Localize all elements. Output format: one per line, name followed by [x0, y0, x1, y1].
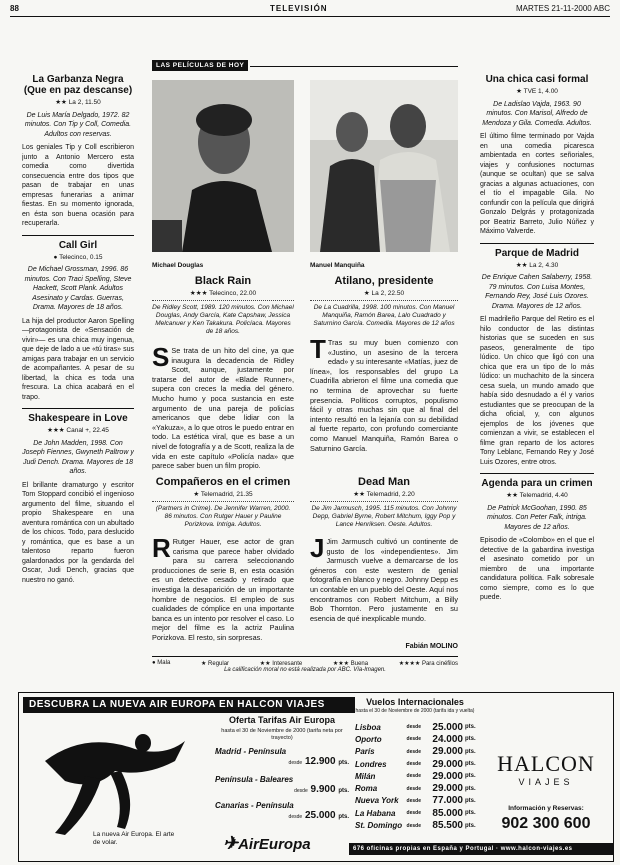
desde-label: desde [406, 748, 421, 755]
ad-footer: 676 oficinas propias en España y Portugal · www.halcon-viajes.es [349, 843, 613, 855]
desde-label: desde [288, 814, 303, 820]
halcon-logo [483, 751, 609, 787]
destination-price: 25.000 [432, 721, 463, 733]
divider [480, 243, 594, 244]
film-title: Dead Man [358, 476, 410, 488]
legend-item: ★★ Interesante [259, 661, 303, 667]
destination-city: Lisboa [355, 722, 381, 732]
section-title: TELEVISIÓN [270, 4, 328, 13]
unit-label: pts. [465, 761, 476, 768]
film-companeros-en-el-crimen [152, 476, 294, 651]
critic-signature: Fabián MOLINO [405, 643, 458, 650]
air-europa-name: AirEuropa [238, 836, 311, 853]
desde-label: desde [294, 788, 308, 794]
divider [152, 501, 294, 502]
unit-label: pts. [465, 724, 476, 731]
photo-michael-douglas [152, 80, 294, 252]
destination-row [355, 795, 485, 807]
film-title: Agenda para un crimen [481, 478, 593, 489]
legend-item: ★★★ Buena [332, 661, 369, 667]
destination-row [355, 758, 485, 770]
legend-item: ★★★★ Para cinéfilos [398, 661, 458, 667]
unit-label: pts. [465, 736, 476, 743]
publication-date: MARTES 21-11-2000 ABC [516, 4, 610, 13]
unit-label: pts. [465, 785, 476, 792]
unit-label: pts. [338, 760, 349, 766]
film-credits: De Michael Grossman, 1996. 86 minutos. Con Traci Spelling, Steve Hackett, Scott Plank. Adultos Asesinato y Cardas. Guerras, Drama. Mayores de 18 años. [24, 266, 132, 311]
offer-title: Oferta Tarifas Air Europa [228, 715, 336, 725]
review-text: Rutger Hauer, ese actor de gran carisma que parece haber olvidado para su carrera seleccionando producciones de serie B, en esta ocasión es un detective cesado y retirado que investiga la desaparición de un importante hombre de negocios. El empleo de sus cualidades de cómplice en una importante banca es un intento por resolver el caso. Lo mejor del filme es la actriz Paulina Porizkova. El resto, sin sorpresas. [152, 537, 294, 642]
desde-label: desde [406, 797, 421, 804]
right-column [480, 70, 594, 680]
review-text: Jim Jarmusch cultivó un continente de gusto de los «independientes». Jim Jarmusch vuelve a demarcarse de los géneros con este western de genial fotografía en blanco y negro. Johnny Depp es un contable en un pueblo del Oeste. Aquí nos encontramos con Robert Mitchum, a Billy Bob Thornton. Pero justamente en su esencia de qué inexplicable mundo. [310, 537, 458, 623]
legend-item: ● Mala [152, 660, 171, 666]
film-credits: De Enrique Cahen Salaberry, 1958. 79 minutos. Con Luisa Montes, Fernando Rey, José Luis Ozores. Drama. Mayores de 12 años. [481, 274, 593, 310]
film-rating: ★ TVE 1, 4.00 [516, 88, 558, 95]
desde-label: desde [406, 736, 421, 743]
desde-label: desde [406, 822, 421, 829]
route-price: 9.900 [310, 784, 336, 795]
film-credits: (Partners in Crime). De Jennifer Warren, 2000. 86 minutos. Con Rutger Hauer y Pauline Porizkova. Intriga. Adultos. [155, 505, 291, 528]
ad-banner: DESCUBRA LA NUEVA AIR EUROPA EN HALCON VIAJES [23, 697, 355, 713]
divider [152, 300, 294, 301]
divider [480, 473, 594, 474]
air-europa-logo [223, 833, 349, 854]
destination-row [355, 733, 485, 745]
film-dead-man [310, 476, 458, 650]
film-review: Episodio de «Colombo» en el que el detective de la gabardina investiga el asesinato cometido por un miembro de una importante candidatura política. Falk sobresale como siempre, como es lo que puede. [480, 537, 594, 601]
offer-route [215, 747, 349, 767]
unit-label: pts. [465, 822, 476, 829]
route-price: 12.900 [304, 756, 336, 767]
desde-label: desde [406, 724, 421, 731]
offer-route [215, 801, 349, 821]
desde-label: desde [406, 773, 421, 780]
ad-slogan: La nueva Air Europa. El arte de volar. [93, 831, 175, 846]
drop-cap: T [310, 338, 326, 364]
offer-route [215, 775, 349, 795]
film-credits: De Ridley Scott, 1989. 120 minutos. Con Michael Douglas, Andy García, Kate Capshaw, Jessica Melcanuer y Ken Takakura. Policíaca. Mayores de 18 años. [152, 304, 294, 335]
drop-cap: J [310, 537, 325, 563]
destination-row [355, 819, 485, 831]
film-title: Parque de Madrid [495, 247, 579, 259]
phone-number: 902 300 600 [501, 815, 591, 832]
page-number: 88 [10, 4, 19, 13]
unit-label: pts. [338, 788, 349, 794]
film-credits: De La Cuadrilla, 1998. 100 minutos. Con Manuel Manquiña, Ramón Barea, Lalo Cuadrado y Saturnino García. Comedia. Mayores de 12 años [313, 304, 455, 327]
desde-label: desde [406, 761, 421, 768]
photo-manuel-manquina [310, 80, 458, 252]
film-credits: De Patrick McGoohan, 1990. 85 minutos. Con Peter Falk, intriga. Mayores de 12 años. [487, 504, 587, 531]
halcon-sub: VIAJES [518, 777, 574, 787]
destination-row [355, 782, 485, 794]
film-review: El madrileño Parque del Retiro es el hilo conductor de las distintas historias que se suceden en sus paseos, generalmente de tipo lúdico. Un chico que ligó con una chica que era un tipo de lo más lúdico: un muchachito de la sincera cesa suela, un mundo amado que había sido desnudado a él y varios estudiantes que se preocupan de la dicha oficial, y, con algunos ejemplos de los jóvenes que comienzan a vivir, se establecen el filme gran reparto de los actores Tony Leblanc, Fernando Rey y José Luis Ozores, entre otros. [480, 316, 594, 466]
film-credits: De John Madden, 1998. Con Joseph Fiennes, Gwyneth Paltrow y Judi Dench. Drama. Mayores de 18 años. [22, 439, 134, 475]
legend-note: La calificación moral no está realizada por ABC. Vía-Imagen. [224, 667, 386, 673]
destination-price: 29.000 [432, 758, 463, 770]
film-rating: ● Telecinco, 0.15 [53, 253, 103, 261]
divider [22, 408, 134, 409]
destination-price: 85.000 [432, 807, 463, 819]
destination-city: Londres [355, 759, 387, 769]
offer-subtitle: hasta el 30 de Noviembre de 2000 (tarifa neta por trayecto) [221, 728, 343, 741]
film-credits: De Jim Jarmusch, 1995. 115 minutos. Con Johnny Depp, Gabriel Byrne, Robert Mitchum, Iggy Pop y Lance Henriksen. Oeste. Adultos. [311, 505, 457, 528]
route-label: Canarias - Península [215, 801, 294, 810]
rating-legend [152, 656, 458, 667]
advertisement [18, 692, 614, 862]
drop-cap: R [152, 537, 171, 563]
review-text: Se trata de un hito del cine, ya que inaugura la decadencia de Ridley Scott, aunque, justamente por tratarse del autor de «Blade Runner», supera con creces la media del género. Mucho humo y poca sustancia en este argumento de una pareja de policías americanos que debe lidiar con la «Yakuza», a lo que otros le puedo entrar en todo. La estética viral, que es base a un nivel de fotografía y a de Scott, realiza la de vida en este capítulo «Policía nada» que parece saber buen un film propio. [152, 346, 294, 470]
film-review [152, 346, 294, 470]
film-atilano-presidente [310, 275, 458, 462]
film-rating: ★★★ Canal +, 22.45 [47, 427, 109, 434]
destination-price: 77.000 [432, 795, 463, 807]
destination-city: Roma [355, 784, 378, 794]
film-review [310, 537, 458, 641]
film-title: Una chica casi formal [485, 74, 589, 85]
review-text: Tras su muy buen comienzo con «Justino, un asesino de la tercera edad» y su interesante «Matías, juez de línea», los responsables del grupo La Cuadrilla abrieron el filme una comedia que no termina de aprovechar su fuerte presencia. Políticos corruptos, populismo fácil y otras muchas sin que al final del intento resultó en la lejanía con su debilidad al fuerte reparto, con profundo comerciante como Manuel Manquiña, Ramón Barea o Saturnino García. [310, 338, 458, 453]
desde-label: desde [288, 760, 303, 766]
film-title: Black Rain [194, 275, 252, 287]
film-title: Shakespeare in Love [28, 413, 128, 424]
route-label: Madrid - Península [215, 747, 287, 756]
destination-row [355, 770, 485, 782]
unit-label: pts. [465, 810, 476, 817]
film-rating: ★★ Telemadrid, 4.40 [506, 492, 568, 499]
destination-price: 29.000 [432, 770, 463, 782]
photo-caption: Manuel Manquiña [310, 262, 365, 269]
destination-list [355, 721, 485, 832]
destination-city: St. Domingo [355, 821, 403, 831]
destination-city: Oporto [355, 734, 382, 744]
film-title: Atilano, presidente [334, 275, 434, 287]
photo-caption: Michael Douglas [152, 262, 204, 269]
destination-price: 29.000 [432, 783, 463, 795]
destination-price: 85.500 [432, 820, 463, 832]
destination-city: París [355, 747, 375, 757]
film-review [152, 537, 294, 651]
destination-price: 29.000 [432, 746, 463, 758]
info-label: Información y Reservas: [508, 805, 584, 812]
film-review: Los geniales Tip y Coll escribieron junto a Antonio Mercero esta comedia como divertida consecuencia entre dos tipos que pasan de trabajar en unas empresas funerarias a animar fiestas. En su momento ignorada, en ésta son buena ocasión para recuperarla. [22, 144, 134, 227]
desde-label: desde [406, 810, 421, 817]
film-rating: ★★ Telemadrid, 2.20 [353, 491, 415, 498]
divider [22, 235, 134, 236]
film-review: El último filme terminado por Vajda en una comedia picaresca ambientada en cortes señoriales, viajes y confusiones nocturnas (aunque se ocultan) que se salva gracias a algunas actuaciones, con el tío el impagable Gila. No confundir con la película que dirigirá Gonzalo Delgrás y protagonizada por Beatriz Barreto, Julio Núñez y Máximo Valverde. [480, 133, 594, 235]
destination-city: La Habana [355, 808, 396, 818]
destination-row [355, 807, 485, 819]
divider [250, 66, 458, 67]
film-review [310, 338, 458, 462]
film-rating: ★ La 2, 22.50 [363, 290, 405, 297]
film-rating: ★ Telemadrid, 21.35 [193, 491, 253, 498]
film-review: La hija del productor Aaron Spelling —protagonista de «Sensación de vivir»— es una chica muy ingenua, que deje de lado a ue «tú tiras» sus amigas para trabajar en un servicio de acompañantes. A pesar de su libertad, la chica es toda una frescura. La chica acabará en el trapo. [22, 317, 134, 401]
unit-label: pts. [465, 748, 476, 755]
film-credits: De Luis María Delgado, 1972. 82 minutos. Con Tip y Coll, Comedia. Adultos con reservas. [24, 111, 132, 138]
film-review: El brillante dramaturgo y escritor Tom Stoppard concibió el ingenioso argumento del filme, situando el propio Shakespeare en una aventura romántica con un abultado de los chicos. Todo, para deslucido y romántica, que es base a un talentoso reparto fueron galardonados por la gendarda del Oscar, Judi Dench, gracias que nuestro no ganó. [22, 481, 134, 584]
film-title: La Garbanza Negra (Que en paz descanse) [23, 74, 133, 96]
destination-city: Nueva York [355, 796, 399, 806]
film-rating: ★★ La 2, 11.50 [55, 99, 101, 106]
legend-item: ★ Regular [201, 661, 230, 667]
left-column [22, 70, 134, 680]
film-title: Compañeros en el crimen [155, 476, 291, 488]
desde-label: desde [406, 785, 421, 792]
film-credits: De Ladislao Vajda, 1963. 90 minutos. Con Marisol, Alfredo de Mendoza y Gila. Comedia. Adultos. [482, 100, 592, 127]
halcon-brand: HALCON [497, 751, 595, 776]
divider [310, 300, 458, 301]
film-rating: ★★★ Telecinco, 22.00 [189, 290, 257, 297]
unit-label: pts. [465, 797, 476, 804]
unit-label: pts. [338, 814, 349, 820]
film-title: Call Girl [58, 239, 98, 251]
unit-label: pts. [465, 773, 476, 780]
destination-price: 24.000 [432, 733, 463, 745]
destination-row [355, 746, 485, 758]
intl-subtitle: hasta el 30 de Noviembre de 2000 (tarifa ida y vuelta) [355, 708, 475, 714]
divider [310, 501, 458, 502]
film-rating: ★★ La 2, 4.30 [515, 261, 559, 269]
route-price: 25.000 [304, 810, 336, 821]
destination-row [355, 721, 485, 733]
air-europa-icon: ✈ [223, 833, 239, 853]
section-label: LAS PELÍCULAS DE HOY [152, 60, 248, 71]
intl-title: Vuelos Internacionales [366, 697, 464, 707]
drop-cap: S [152, 346, 170, 372]
page-header [10, 4, 610, 17]
film-black-rain [152, 275, 294, 470]
destination-city: Milán [355, 771, 376, 781]
route-label: Península - Baleares [215, 775, 294, 784]
